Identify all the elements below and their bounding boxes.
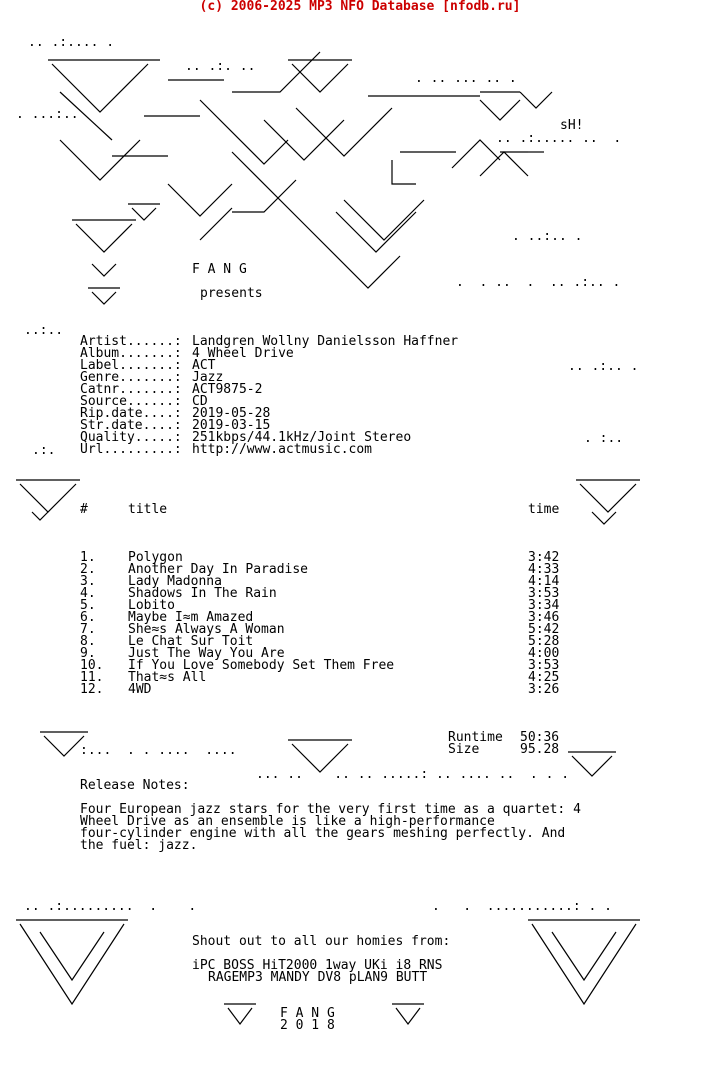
track-row: 10. If You Love Somebody Set Them Free 3:53 [80,658,560,673]
field-album: Album.......: 4 Wheel Drive [80,346,294,361]
copyright-banner: (c) 2006-2025 MP3 NFO Database [nfodb.ru] [199,0,521,14]
tracklist-header-num: # [80,502,88,517]
field-label: Label.......: ACT [80,358,216,373]
tracklist [80,552,570,696]
track-row: 1. Polygon 3:42 [80,550,560,565]
field-url: Url.........: http://www.actmusic.com [80,442,373,457]
svg-text:. .. ... .. .: . .. ... .. . [415,71,517,86]
field-quality: Quality.....: 251kbps/44.1kHz/Joint Stereo [80,430,412,445]
runtime-value: 50:36 [520,730,560,745]
track-row: 2. Another Day In Paradise 4:33 [80,562,560,577]
field-str-date: Str.date....: 2019-03-15 [80,418,271,433]
svg-text:.. .:.. .: .. .:.. . [568,359,639,374]
track-row: 7. She≈s Always A Woman 5:42 [80,622,560,637]
svg-text::... . . .... ....: :... . . .... .... [80,743,237,758]
svg-text:.:.: .:. [32,443,56,458]
svg-text:. . .. . .. .:.. .: . . .. . .. .:.. . [456,275,621,290]
track-row: 5. Lobito 3:34 [80,598,560,613]
footer-year: 2 0 1 8 [280,1018,335,1033]
svg-text:.. .:. ..: .. .:. .. [185,59,256,74]
footer-group-name: F A N G [280,1006,335,1021]
svg-text:.. .:..... .. .: .. .:..... .. . [496,131,622,146]
release-info [80,336,458,456]
track-row: 3. Lady Madonna 4:14 [80,574,560,589]
track-row: 9. Just The Way You Are 4:00 [80,646,560,661]
size-value: 95.28 [520,742,560,757]
field-catnr: Catnr.......: ACT9875-2 [80,382,263,397]
tagline: presents [200,286,263,301]
track-row: 11. That≈s All 4:25 [80,670,560,685]
field-rip-date: Rip.date....: 2019-05-28 [80,406,271,421]
group-name: F A N G [192,262,247,277]
track-row: 6. Maybe I≈m Amazed 3:46 [80,610,560,625]
field-artist: Artist......: Landgren Wollny Danielsson Haffner [80,334,459,349]
track-row: 4. Shadows In The Rain 3:53 [80,586,560,601]
art-tag: sH! [560,118,584,133]
tracklist-header-time: time [528,502,560,517]
field-genre: Genre.......: Jazz [80,370,224,385]
svg-text:. ..:.. .: . ..:.. . [512,229,583,244]
svg-text:... .. .. .. .....: .. ....: ... .. .. .. .....: .. .... .. . . . [256,767,570,782]
svg-text:.. .:.... .: .. .:.... . [28,35,115,50]
release-notes-body: Four European jazz stars for the very first time as a quartet: 4 Wheel Drive as an ensemble is like a high-performance four-cylinder engine with all the gears meshing perfectly. And the fuel: jazz. [80,802,581,853]
svg-text:. ...:..: . ...:.. [16,107,79,122]
field-source: Source......: CD [80,394,208,409]
tracklist-header-title: title [128,502,168,517]
shoutout-groups-line-1: iPC BOSS HiT2000 1way UKi i8 RNS [192,958,443,973]
shoutout-groups-line-2: RAGEMP3 MANDY DV8 pLAN9 BUTT [208,970,428,985]
size-label: Size [448,742,480,757]
shoutout-title: Shout out to all our homies from: [192,934,451,949]
track-row: 8. Le Chat Sur Toit 5:28 [80,634,560,649]
svg-text:. . ...........: . .: . . ...........: . . [432,899,613,914]
svg-text:.. .:......... . .: .. .:......... . . [24,899,197,914]
svg-text:. :..: . :.. [584,431,624,446]
svg-text:..:..: ..:.. [24,323,64,338]
release-notes-title: Release Notes: [80,778,190,793]
runtime-label: Runtime [448,730,503,745]
track-row: 12. 4WD 3:26 [80,682,560,697]
